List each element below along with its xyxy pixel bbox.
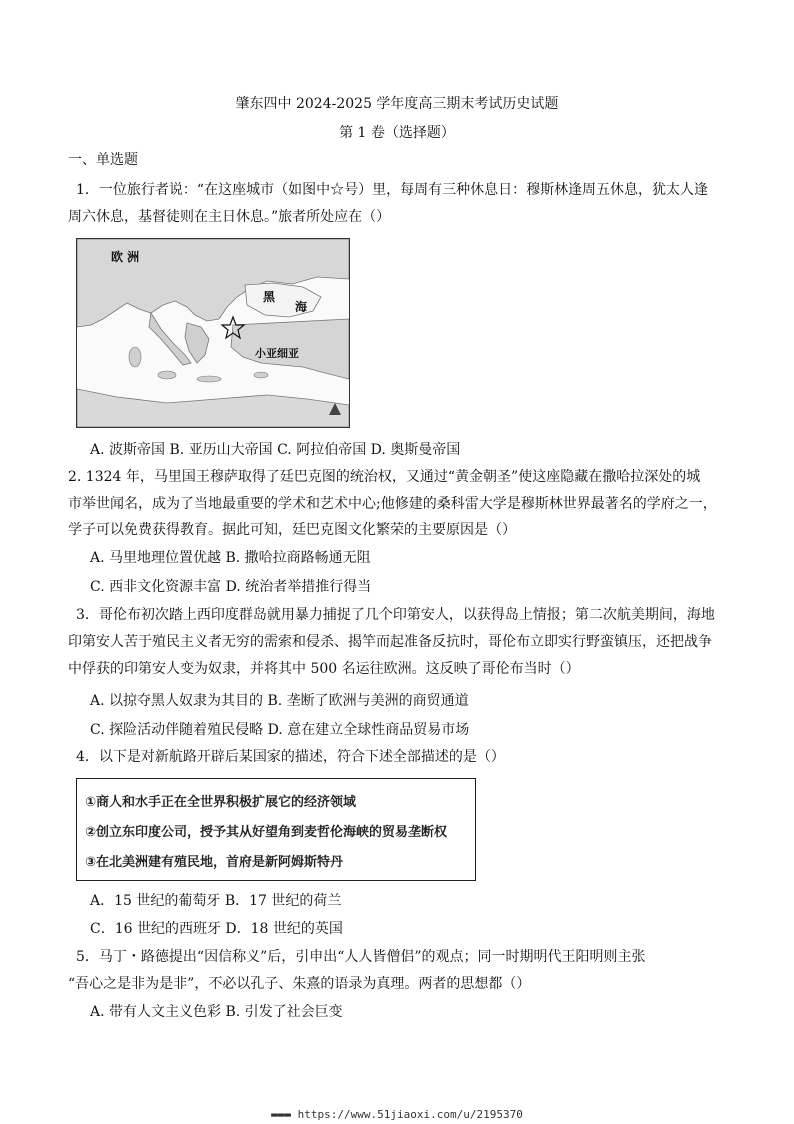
- mediterranean-map: [77, 239, 349, 427]
- map-figure: [76, 238, 350, 428]
- q2-line-3: 学子可以免费获得教育。据此可知，廷巴克图文化繁荣的主要原因是（）: [68, 522, 516, 538]
- q1-line-2: 周六休息，基督徒则在主日休息。”旅者所处应在（）: [68, 209, 391, 225]
- q3-options-2: C. 探险活动伴随着殖民侵略 D. 意在建立全球性商品贸易市场: [90, 722, 470, 738]
- map-label-asia-minor: 小亚细亚: [255, 347, 299, 360]
- q4-box-item-2: ②创立东印度公司，授予其从好望角到麦哲伦海峡的贸易垄断权: [85, 825, 448, 840]
- q5-line-1: 5．马丁・路德提出“因信称义”后，引申出“人人皆僧侣”的观点；同一时期明代王阳明则主张: [76, 949, 646, 965]
- q2-line-2: 市举世闻名，成为了当地最重要的学术和艺术中心;他修建的桑科雷大学是穆斯林世界最著名的学府之一，: [68, 496, 717, 512]
- q4-options-2: C．16 世纪的西班牙 D．18 世纪的英国: [90, 921, 343, 937]
- map-label-sea: 海: [295, 300, 308, 314]
- q4-description-box: [76, 778, 476, 881]
- q4-options-1: A．15 世纪的葡萄牙 B．17 世纪的荷兰: [90, 893, 342, 909]
- q5-options-1: A. 带有人文主义色彩 B. 引发了社会巨变: [90, 1004, 343, 1020]
- q3-line-2: 印第安人苦于殖民主义者无穷的需索和侵杀、揭竿而起准备反抗时，哥伦布立即实行野蛮镇压，还把战争: [68, 634, 712, 650]
- exam-subtitle: 第 1 卷（选择题）: [339, 125, 455, 141]
- map-label-europe: 欧 洲: [111, 250, 140, 264]
- q3-line-1: 3．哥伦布初次踏上西印度群岛就用暴力捕捉了几个印第安人，以获得岛上情报；第二次航美期间，海地: [76, 607, 715, 623]
- q2-options-2: C. 西非文化资源丰富 D. 统治者举措推行得当: [90, 579, 372, 595]
- q1-options: A. 波斯帝国 B. 亚历山大帝国 C. 阿拉伯帝国 D. 奥斯曼帝国: [90, 442, 461, 458]
- q2-line-1: 2. 1324 年，马里国王穆萨取得了廷巴克图的统治权，又通过“黄金朝圣”使这座隐藏在撒哈拉深处的城: [68, 469, 701, 485]
- q3-options-1: A. 以掠夺黑人奴隶为其目的 B. 垄断了欧洲与美洲的商贸通道: [90, 693, 469, 709]
- q1-line-1: 1．一位旅行者说：“在这座城市（如图中☆号）里，每周有三种休息日：穆斯林逢周五休息，犹太人逢: [76, 182, 709, 198]
- q5-line-2: “吾心之是非为是非”，不必以孔子、朱熹的语录为真理。两者的思想都（）: [68, 976, 531, 992]
- map-label-black: 黑: [263, 290, 276, 304]
- q4-box-item-3: ③在北美洲建有殖民地，首府是新阿姆斯特丹: [85, 855, 344, 870]
- q4-box-item-1: ①商人和水手正在全世界积极扩展它的经济领域: [85, 795, 357, 810]
- q2-options-1: A. 马里地理位置优越 B. 撒哈拉商路畅通无阻: [90, 550, 371, 566]
- footer-watermark: ▬▬▬ https://www.51jiaoxi.com/u/2195370: [271, 1108, 523, 1121]
- q4-line-1: 4．以下是对新航路开辟后某国家的描述，符合下述全部描述的是（）: [76, 749, 505, 765]
- exam-title: 肇东四中 2024-2025 学年度高三期末考试历史试题: [235, 96, 559, 112]
- q3-line-3: 中俘获的印第安人变为奴隶，并将其中 500 名运往欧洲。这反映了哥伦布当时（）: [68, 661, 580, 677]
- section-label: 一、单选题: [68, 152, 138, 168]
